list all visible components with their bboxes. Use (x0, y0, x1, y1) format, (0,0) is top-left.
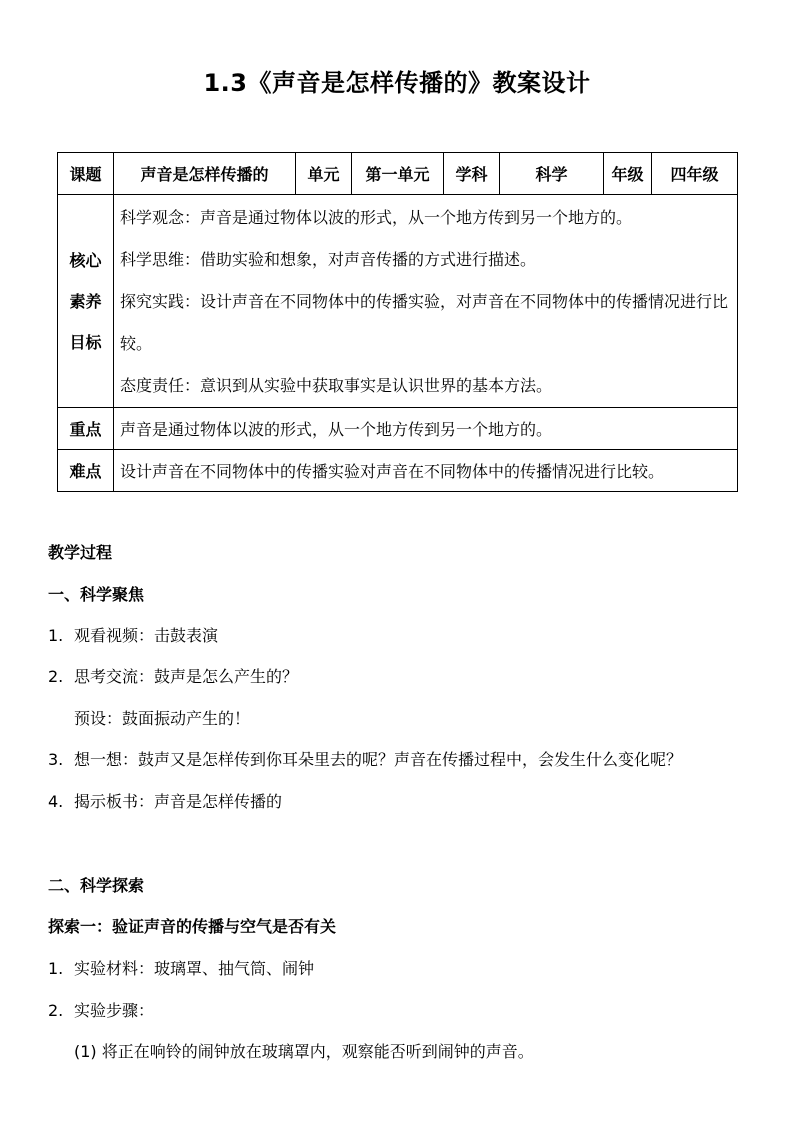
list-item-substep (74, 1040, 534, 1064)
list-item-text: 预设：鼓面振动产生的！ (74, 709, 251, 728)
topic-value: 声音是怎样传播的 (114, 153, 296, 195)
list-item-number: 1. (48, 959, 64, 978)
process-heading: 教学过程 (48, 543, 113, 562)
key-point-label: 重点 (58, 408, 114, 450)
document-title: 1.3《声音是怎样传播的》教案设计 (203, 69, 591, 97)
unit-label: 单元 (296, 153, 352, 195)
list-item-text: 揭示板书：声音是怎样传播的 (74, 792, 283, 811)
list-item (48, 665, 298, 689)
list-item (48, 999, 154, 1023)
list-item-text: 想一想：鼓声又是怎样传到你耳朵里去的呢？声音在传播过程中，会发生什么变化呢？ (74, 750, 683, 769)
difficult-point-label: 难点 (58, 450, 114, 492)
subject-label: 学科 (444, 153, 500, 195)
list-item-number: 3. (48, 750, 64, 769)
table-row-difficult-point (58, 450, 738, 492)
table-row-header (58, 153, 738, 195)
list-item-text: (1) 将正在响铃的闹钟放在玻璃罩内，观察能否听到闹钟的声音。 (74, 1042, 534, 1061)
goals-label-3: 目标 (69, 332, 102, 352)
goal-science-thinking: 科学思维：借助实验和想象，对声音传播的方式进行描述。 (120, 250, 537, 269)
difficult-point-value: 设计声音在不同物体中的传播实验对声音在不同物体中的传播情况进行比较。 (114, 450, 738, 492)
list-item-number: 2. (48, 1001, 64, 1020)
goals-label-2: 素养 (69, 291, 102, 311)
goals-content (114, 195, 738, 408)
list-item-number: 1. (48, 626, 64, 645)
list-item-number: 4. (48, 792, 64, 811)
topic-label: 课题 (58, 153, 114, 195)
grade-label: 年级 (604, 153, 652, 195)
unit-value: 第一单元 (352, 153, 444, 195)
goals-label-1: 核心 (69, 250, 102, 270)
subject-value: 科学 (500, 153, 604, 195)
list-item-text: 思考交流：鼓声是怎么产生的？ (74, 667, 299, 686)
list-item-note (74, 707, 250, 731)
goals-label (58, 195, 114, 408)
part2-heading: 二、科学探索 (48, 876, 145, 895)
grade-value: 四年级 (652, 153, 738, 195)
list-item (48, 790, 282, 814)
part2-subheading: 探索一：验证声音的传播与空气是否有关 (48, 917, 337, 936)
goal-science-concept: 科学观念：声音是通过物体以波的形式，从一个地方传到另一个地方的。 (120, 208, 633, 227)
lesson-info-table (57, 152, 738, 492)
table-row-goals (58, 195, 738, 408)
part1-heading: 一、科学聚焦 (48, 585, 145, 604)
list-item-number: 2. (48, 667, 64, 686)
list-item (48, 748, 682, 772)
list-item (48, 957, 314, 981)
list-item-text: 实验材料：玻璃罩、抽气筒、闹钟 (74, 959, 315, 978)
list-item-text: 实验步骤： (74, 1001, 155, 1020)
list-item-text: 观看视频：击鼓表演 (74, 626, 219, 645)
table-row-key-point (58, 408, 738, 450)
goal-attitude: 态度责任：意识到从实验中获取事实是认识世界的基本方法。 (120, 376, 553, 395)
list-item (48, 624, 218, 648)
key-point-value: 声音是通过物体以波的形式，从一个地方传到另一个地方的。 (114, 408, 738, 450)
goal-inquiry-practice: 探究实践：设计声音在不同物体中的传播实验，对声音在不同物体中的传播情况进行比较。 (120, 292, 729, 353)
